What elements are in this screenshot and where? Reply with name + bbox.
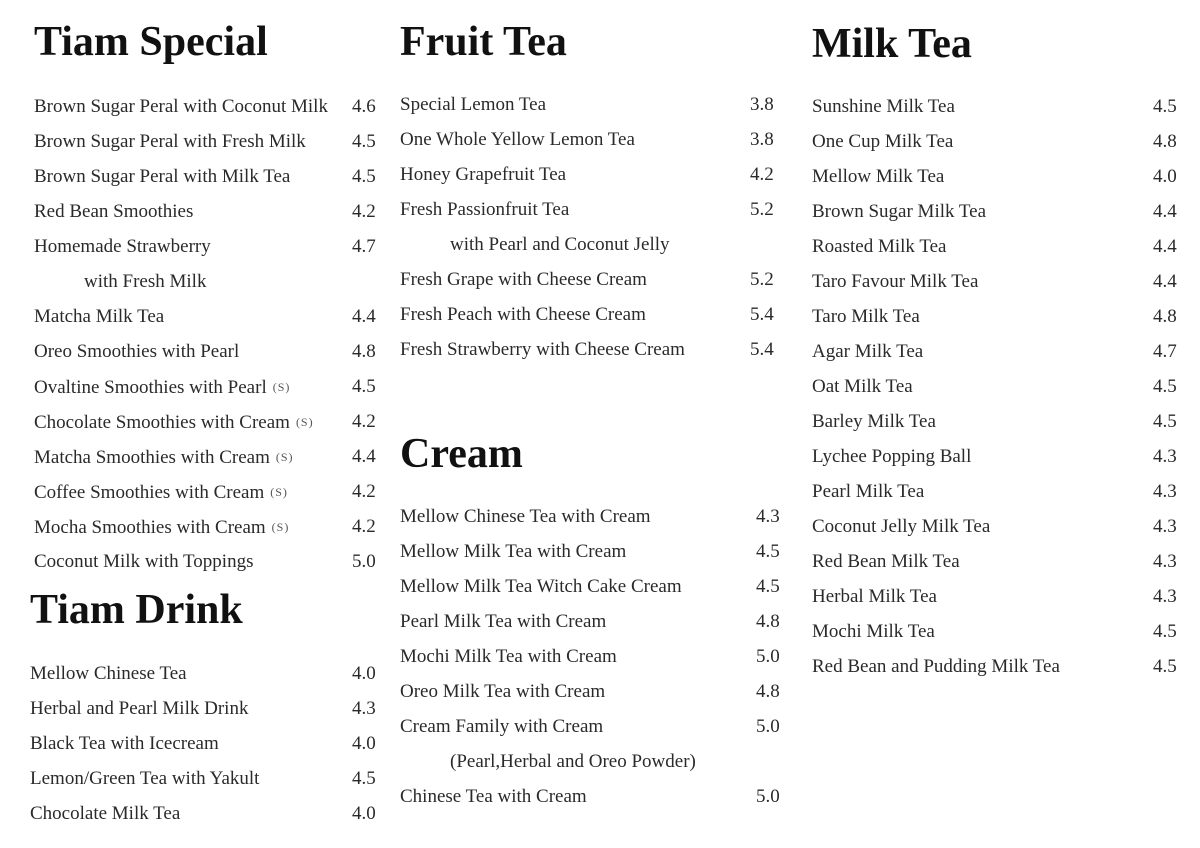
menu-item-name bbox=[84, 270, 206, 294]
menu-item-name-text: Sunshine Milk Tea bbox=[812, 96, 955, 117]
menu-item-name-text: Mocha Smoothies with Cream bbox=[34, 517, 266, 538]
menu-item-price: 4.0 bbox=[352, 663, 376, 684]
menu-item-price: 4.7 bbox=[352, 236, 376, 257]
menu-item-price: 5.0 bbox=[756, 716, 780, 737]
menu-item bbox=[400, 163, 790, 198]
menu-item-price: 4.5 bbox=[756, 541, 780, 562]
menu-item-name bbox=[450, 233, 670, 257]
menu-item-price: 4.0 bbox=[352, 733, 376, 754]
menu-item-price: 4.2 bbox=[750, 164, 774, 185]
menu-item bbox=[34, 200, 392, 235]
menu-item-price: 4.8 bbox=[1153, 131, 1177, 152]
menu-item bbox=[812, 130, 1193, 165]
menu-item-name-text: Mochi Milk Tea with Cream bbox=[400, 646, 617, 667]
menu-item-price: 4.8 bbox=[756, 681, 780, 702]
menu-item-name bbox=[34, 515, 289, 540]
menu-item-name-text: Coconut Jelly Milk Tea bbox=[812, 516, 991, 537]
menu-item-name bbox=[400, 505, 651, 529]
size-tag: (S) bbox=[270, 485, 288, 499]
menu-item-name bbox=[400, 338, 685, 362]
menu-item-price: 3.8 bbox=[750, 129, 774, 150]
menu-item-price: 3.8 bbox=[750, 94, 774, 115]
menu-item-price: 4.4 bbox=[1153, 236, 1177, 257]
menu-item-price: 4.4 bbox=[352, 306, 376, 327]
menu-item-name-text: Homemade Strawberry bbox=[34, 236, 211, 257]
menu-item-name-text: Oreo Smoothies with Pearl bbox=[34, 341, 240, 362]
menu-item-name bbox=[400, 268, 647, 292]
menu-item-name-text: (Pearl,Herbal and Oreo Powder) bbox=[450, 751, 696, 772]
menu-item-price: 5.2 bbox=[750, 269, 774, 290]
menu-item-name-text: Red Bean Milk Tea bbox=[812, 551, 960, 572]
menu-item-name bbox=[34, 550, 253, 574]
menu-item bbox=[400, 540, 796, 575]
menu-item-price: 4.5 bbox=[1153, 376, 1177, 397]
menu-item-name bbox=[812, 550, 960, 574]
menu-item bbox=[400, 93, 790, 128]
menu-item bbox=[400, 575, 796, 610]
menu-item-name-text: Chocolate Milk Tea bbox=[30, 803, 181, 824]
menu-item-price: 4.4 bbox=[1153, 271, 1177, 292]
menu-item bbox=[812, 235, 1193, 270]
size-tag: (S) bbox=[272, 380, 291, 394]
menu-item-name bbox=[812, 165, 944, 189]
menu-item bbox=[400, 128, 790, 163]
menu-item-price: 5.0 bbox=[756, 786, 780, 807]
menu-item bbox=[400, 645, 796, 680]
menu-item-price: 4.0 bbox=[1153, 166, 1177, 187]
menu-item-name bbox=[400, 303, 646, 327]
menu-item bbox=[400, 785, 796, 820]
menu-item bbox=[812, 585, 1193, 620]
menu-item-name bbox=[30, 662, 187, 686]
menu-item-price: 5.4 bbox=[750, 339, 774, 360]
menu-item-price: 4.5 bbox=[1153, 621, 1177, 642]
menu-item bbox=[30, 767, 392, 802]
menu-item-name-text: Coconut Milk with Toppings bbox=[34, 551, 254, 572]
menu-item-name bbox=[30, 802, 180, 826]
menu-item-price: 4.5 bbox=[352, 768, 376, 789]
menu-item-name-text: Fresh Passionfruit Tea bbox=[400, 199, 570, 220]
menu-item bbox=[34, 410, 392, 445]
menu-item bbox=[400, 715, 796, 750]
menu-item-name bbox=[34, 480, 288, 505]
menu-item-name-text: Cream Family with Cream bbox=[400, 716, 604, 737]
menu-item-name-text: Oreo Milk Tea with Cream bbox=[400, 681, 606, 702]
menu-item-name bbox=[812, 305, 920, 329]
menu-item-name bbox=[812, 655, 1060, 679]
menu-item-name-text: Barley Milk Tea bbox=[812, 411, 936, 432]
menu-item-name-text: Matcha Smoothies with Cream bbox=[34, 447, 270, 468]
menu-item bbox=[34, 235, 392, 270]
menu-item-name bbox=[34, 305, 164, 329]
menu-item-name-text: Herbal Milk Tea bbox=[812, 586, 937, 607]
menu-item-name bbox=[812, 375, 913, 399]
menu-item bbox=[812, 340, 1193, 375]
menu-item-name-text: Matcha Milk Tea bbox=[34, 306, 165, 327]
menu-item-name-text: Brown Sugar Milk Tea bbox=[812, 201, 987, 222]
menu-item-price: 4.6 bbox=[352, 96, 376, 117]
menu-item-price: 4.2 bbox=[352, 201, 376, 222]
menu-item-name bbox=[400, 198, 569, 222]
menu-item-name bbox=[400, 715, 603, 739]
menu-item-name-text: Red Bean and Pudding Milk Tea bbox=[812, 656, 1060, 677]
menu-item-name-text: Mellow Chinese Tea bbox=[30, 663, 187, 684]
menu-item-name bbox=[30, 697, 248, 721]
menu-item-price: 4.5 bbox=[1153, 656, 1177, 677]
menu-item-name bbox=[812, 270, 978, 294]
menu-item-name bbox=[400, 93, 546, 117]
menu-item bbox=[812, 620, 1193, 655]
menu-item bbox=[34, 550, 392, 585]
menu-item-name-text: with Fresh Milk bbox=[84, 271, 207, 292]
menu-item bbox=[812, 305, 1193, 340]
menu-item-name-text: Fresh Peach with Cheese Cream bbox=[400, 304, 646, 325]
menu-item-price: 4.3 bbox=[1153, 551, 1177, 572]
menu-item-name bbox=[812, 585, 937, 609]
section-title: Fruit Tea bbox=[400, 19, 567, 65]
menu-item-name bbox=[812, 340, 923, 364]
menu-item-name bbox=[34, 130, 306, 154]
menu-item-price: 5.2 bbox=[750, 199, 774, 220]
menu-item bbox=[400, 610, 796, 645]
menu-item-name bbox=[400, 540, 626, 564]
menu-item-name-text: One Cup Milk Tea bbox=[812, 131, 954, 152]
menu-item-price: 4.3 bbox=[352, 698, 376, 719]
menu-item-name-text: with Pearl and Coconut Jelly bbox=[450, 234, 670, 255]
menu-item-price: 4.3 bbox=[1153, 516, 1177, 537]
menu-item-name bbox=[400, 128, 635, 152]
menu-item-name bbox=[812, 480, 924, 504]
section-title: Tiam Drink bbox=[30, 587, 243, 633]
menu-item-price: 5.0 bbox=[756, 646, 780, 667]
menu-item-name bbox=[34, 165, 290, 189]
menu-item-price: 4.2 bbox=[352, 481, 376, 502]
menu-item-price: 4.5 bbox=[352, 166, 376, 187]
menu-item-price: 4.5 bbox=[1153, 96, 1177, 117]
menu-item-name-text: Herbal and Pearl Milk Drink bbox=[30, 698, 249, 719]
menu-item bbox=[812, 410, 1193, 445]
menu-item-price: 4.0 bbox=[352, 803, 376, 824]
menu-item-name-text: Mochi Milk Tea bbox=[812, 621, 935, 642]
menu-item bbox=[400, 680, 796, 715]
menu-item-name-text: Ovaltine Smoothies with Pearl bbox=[34, 377, 267, 398]
menu-item bbox=[812, 655, 1193, 690]
menu-item bbox=[812, 270, 1193, 305]
menu-item-name-text: Special Lemon Tea bbox=[400, 94, 547, 115]
menu-item bbox=[400, 303, 790, 338]
menu-item bbox=[34, 375, 392, 410]
menu-item-name-text: Mellow Milk Tea bbox=[812, 166, 945, 187]
menu-item-name bbox=[34, 375, 290, 400]
menu-item bbox=[34, 95, 392, 130]
menu-item-name bbox=[812, 445, 971, 469]
menu-item bbox=[400, 233, 790, 268]
menu-item-price: 5.0 bbox=[352, 551, 376, 572]
menu-item-name bbox=[812, 235, 946, 259]
menu-item-name bbox=[812, 95, 955, 119]
menu-item bbox=[812, 165, 1193, 200]
menu-item-name bbox=[400, 680, 605, 704]
menu-item bbox=[34, 305, 392, 340]
menu-item-price: 4.3 bbox=[756, 506, 780, 527]
menu-item-name-text: Lemon/Green Tea with Yakult bbox=[30, 768, 260, 789]
menu-item bbox=[812, 375, 1193, 410]
menu-item-name bbox=[812, 200, 986, 224]
menu-item bbox=[34, 515, 392, 550]
menu-item-price: 5.4 bbox=[750, 304, 774, 325]
menu-item bbox=[400, 198, 790, 233]
menu-item-name bbox=[400, 785, 587, 809]
menu-item-name-text: Brown Sugar Peral with Coconut Milk bbox=[34, 96, 328, 117]
menu-item-name bbox=[812, 620, 935, 644]
menu-item-name-text: Red Bean Smoothies bbox=[34, 201, 194, 222]
menu-item-name bbox=[34, 200, 193, 224]
menu-item bbox=[34, 445, 392, 480]
menu-item-price: 4.2 bbox=[352, 411, 376, 432]
menu-item bbox=[400, 505, 796, 540]
menu-item bbox=[30, 697, 392, 732]
menu-item-name-text: Pearl Milk Tea bbox=[812, 481, 925, 502]
menu-item-name bbox=[34, 410, 314, 435]
menu-item-price: 4.4 bbox=[352, 446, 376, 467]
menu-item bbox=[812, 95, 1193, 130]
menu-item-name-text: Black Tea with Icecream bbox=[30, 733, 219, 754]
menu-item bbox=[812, 200, 1193, 235]
menu-item-name-text: Taro Favour Milk Tea bbox=[812, 271, 979, 292]
menu-item-name bbox=[450, 750, 696, 774]
section-title: Cream bbox=[400, 431, 523, 477]
menu-item-price: 4.5 bbox=[352, 131, 376, 152]
menu-item bbox=[812, 445, 1193, 480]
menu-item bbox=[30, 732, 392, 767]
menu-item bbox=[400, 338, 790, 373]
menu-item-price: 4.2 bbox=[352, 516, 376, 537]
menu-item-name-text: Fresh Grape with Cheese Cream bbox=[400, 269, 647, 290]
menu-item bbox=[30, 802, 392, 837]
size-tag: (S) bbox=[275, 450, 294, 464]
menu-item bbox=[30, 662, 392, 697]
menu-item-name-text: Pearl Milk Tea with Cream bbox=[400, 611, 607, 632]
menu-item-name-text: Brown Sugar Peral with Fresh Milk bbox=[34, 131, 306, 152]
menu-item-name-text: Chocolate Smoothies with Cream bbox=[34, 412, 290, 433]
menu-item-name-text: One Whole Yellow Lemon Tea bbox=[400, 129, 635, 150]
menu-item-name-text: Chinese Tea with Cream bbox=[400, 786, 587, 807]
menu-item-price: 4.3 bbox=[1153, 481, 1177, 502]
menu-item-name-text: Fresh Strawberry with Cheese Cream bbox=[400, 339, 685, 360]
menu-item-name bbox=[34, 95, 328, 119]
size-tag: (S) bbox=[271, 520, 290, 534]
menu-item-name bbox=[30, 732, 219, 756]
menu-item-name-text: Mellow Milk Tea Witch Cake Cream bbox=[400, 576, 682, 597]
menu-item-name bbox=[812, 515, 990, 539]
menu-item bbox=[812, 550, 1193, 585]
menu-item-name-text: Brown Sugar Peral with Milk Tea bbox=[34, 166, 291, 187]
menu-item bbox=[812, 515, 1193, 550]
menu-item bbox=[34, 130, 392, 165]
menu-item-name bbox=[34, 235, 211, 259]
menu-item bbox=[34, 340, 392, 375]
size-tag: (S) bbox=[295, 415, 314, 429]
menu-item-price: 4.5 bbox=[352, 376, 376, 397]
menu-item-name-text: Oat Milk Tea bbox=[812, 376, 913, 397]
menu-item-name bbox=[400, 163, 566, 187]
menu-item-name-text: Mellow Milk Tea with Cream bbox=[400, 541, 627, 562]
menu-item-price: 4.4 bbox=[1153, 201, 1177, 222]
menu-item-name bbox=[400, 575, 682, 599]
menu-item-name bbox=[34, 340, 239, 364]
menu-item-price: 4.8 bbox=[352, 341, 376, 362]
menu-item-name bbox=[812, 130, 953, 154]
menu-item-price: 4.8 bbox=[1153, 306, 1177, 327]
section-title: Milk Tea bbox=[812, 21, 972, 67]
menu-item-price: 4.5 bbox=[756, 576, 780, 597]
menu-item bbox=[812, 480, 1193, 515]
menu-item-name-text: Roasted Milk Tea bbox=[812, 236, 947, 257]
menu-item bbox=[400, 268, 790, 303]
menu-item-name-text: Coffee Smoothies with Cream bbox=[34, 482, 265, 503]
section-title: Tiam Special bbox=[34, 19, 268, 65]
menu-item-name bbox=[400, 610, 606, 634]
menu-item bbox=[34, 270, 392, 305]
menu-item-name-text: Honey Grapefruit Tea bbox=[400, 164, 567, 185]
menu-item-price: 4.3 bbox=[1153, 586, 1177, 607]
menu-item-name-text: Taro Milk Tea bbox=[812, 306, 920, 327]
menu-item-name bbox=[812, 410, 936, 434]
menu-item-price: 4.7 bbox=[1153, 341, 1177, 362]
menu-item-price: 4.8 bbox=[756, 611, 780, 632]
menu-item-name bbox=[34, 445, 294, 470]
menu-item-name-text: Lychee Popping Ball bbox=[812, 446, 972, 467]
menu-item-name-text: Agar Milk Tea bbox=[812, 341, 924, 362]
menu-item-price: 4.5 bbox=[1153, 411, 1177, 432]
menu-item-price: 4.3 bbox=[1153, 446, 1177, 467]
menu-item-name bbox=[30, 767, 259, 791]
menu-item bbox=[400, 750, 796, 785]
menu-item bbox=[34, 480, 392, 515]
menu-item-name bbox=[400, 645, 617, 669]
menu-item bbox=[34, 165, 392, 200]
menu-item-name-text: Mellow Chinese Tea with Cream bbox=[400, 506, 651, 527]
